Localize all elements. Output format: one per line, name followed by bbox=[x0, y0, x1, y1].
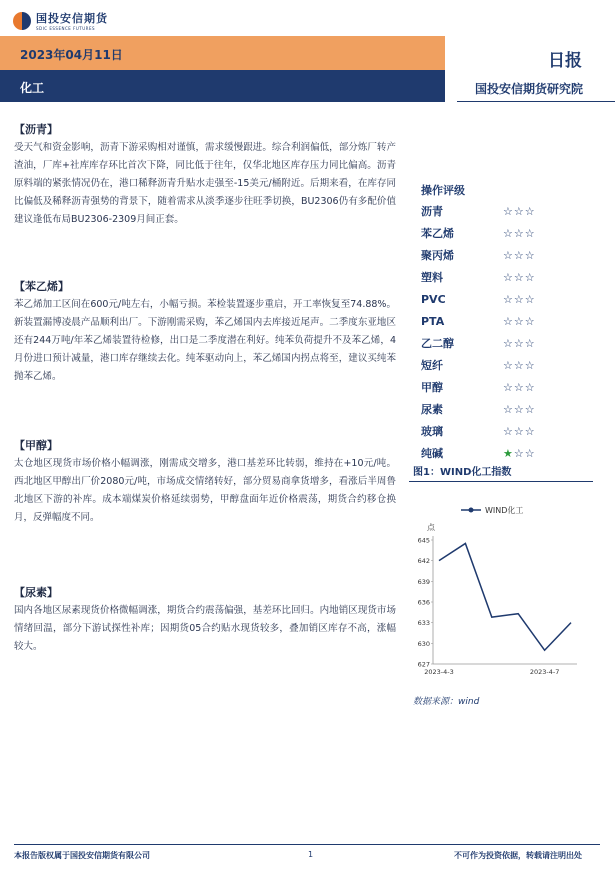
star-empty-icon: ☆ bbox=[503, 292, 514, 306]
company-logo bbox=[13, 10, 108, 31]
section-title-methanol: 【甲醇】 bbox=[14, 439, 58, 452]
rating-stars bbox=[503, 205, 536, 218]
y-tick-label: 630 bbox=[417, 639, 430, 648]
star-empty-icon: ☆ bbox=[503, 358, 514, 372]
rating-title: 操作评级 bbox=[421, 184, 465, 197]
section-title-asphalt: 【沥青】 bbox=[14, 123, 58, 136]
star-empty-icon: ☆ bbox=[513, 336, 525, 350]
star-empty-icon: ☆ bbox=[513, 248, 525, 262]
report-date: 2023年04月11日 bbox=[20, 48, 123, 62]
rating-commodity: 乙二醇 bbox=[421, 337, 454, 350]
rating-stars bbox=[503, 425, 536, 438]
rating-row bbox=[421, 266, 591, 288]
rating-row bbox=[421, 398, 591, 420]
wind-chemical-index-chart bbox=[409, 486, 593, 686]
star-empty-icon: ☆ bbox=[524, 336, 536, 350]
star-empty-icon: ☆ bbox=[524, 358, 536, 372]
rating-commodity: PTA bbox=[421, 314, 445, 328]
rating-row bbox=[421, 354, 591, 376]
rating-commodity: 玻璃 bbox=[421, 425, 443, 438]
y-tick-label: 627 bbox=[417, 660, 430, 669]
y-axis-label: 点 bbox=[427, 523, 435, 532]
rating-row bbox=[421, 244, 591, 266]
rating-row bbox=[421, 310, 591, 332]
section-body-styrene: 苯乙烯加工区间在600元/吨左右，小幅亏损。苯检装置逐步重启，开工率恢复至74.88%。新装置漏博凌晨产品顺利出厂。下游刚需采购，苯乙烯国内去库接近尾声。二季度东亚地区还有244万吨/年苯乙烯装置待检修，出口是二季度潜在利好。纯苯负荷提升不及苯乙烯，4月份进口预计减量，港口库存继续去化。纯苯驱动向上，苯乙烯国内拐点将至，建议买纯苯抛苯乙烯。 bbox=[14, 299, 396, 382]
rating-row bbox=[421, 200, 591, 222]
page-number: 1 bbox=[308, 850, 314, 859]
rating-stars bbox=[503, 227, 536, 240]
rating-commodity: 尿素 bbox=[421, 403, 443, 416]
section-body-methanol: 太仓地区现货市场价格小幅调涨，刚需成交增多，港口基差环比转弱，维持在+10元/吨。西北地区甲醇出厂价2080元/吨，市场成交情绪转好，部分贸易商拿货增多，看涨后半周鲁北地区下游的补库。成本端煤炭价格延续弱势，甲醇盘面年近价格震荡，期货合约移仓换月，反弹幅度不同。 bbox=[14, 458, 396, 523]
rating-stars bbox=[503, 337, 536, 350]
star-empty-icon: ☆ bbox=[513, 358, 525, 372]
rating-stars bbox=[503, 447, 536, 460]
star-empty-icon: ☆ bbox=[513, 314, 525, 328]
rating-commodity: 短纤 bbox=[421, 359, 443, 372]
footer-disclaimer: 不可作为投资依据，转载请注明出处 bbox=[454, 851, 582, 860]
rating-stars bbox=[503, 293, 536, 306]
header-divider bbox=[457, 101, 615, 102]
figure-title: 图1：WIND化工指数 bbox=[413, 467, 512, 478]
star-empty-icon: ☆ bbox=[513, 380, 525, 394]
star-empty-icon: ☆ bbox=[513, 402, 525, 416]
star-empty-icon: ☆ bbox=[524, 292, 536, 306]
star-empty-icon: ☆ bbox=[503, 270, 514, 284]
rating-row bbox=[421, 222, 591, 244]
rating-commodity: 苯乙烯 bbox=[421, 227, 454, 240]
logo-mark-icon bbox=[13, 12, 31, 30]
x-tick-label: 2023-4-7 bbox=[529, 668, 560, 676]
star-empty-icon: ☆ bbox=[524, 270, 536, 284]
category-band bbox=[0, 70, 445, 102]
rating-row bbox=[421, 376, 591, 398]
y-tick-label: 636 bbox=[417, 598, 430, 607]
section-body-urea: 国内各地区尿素现货价格微幅调涨，期货合约震荡偏强，基差环比回归。内地销区现货市场情绪回温，部分下游试探性补库；因期货05合约贴水现货较多，叠加销区库存不高，涨幅较大。 bbox=[14, 605, 396, 652]
rating-stars bbox=[503, 249, 536, 262]
star-empty-icon: ☆ bbox=[503, 314, 514, 328]
star-empty-icon: ☆ bbox=[503, 402, 514, 416]
star-empty-icon: ☆ bbox=[513, 204, 525, 218]
star-empty-icon: ☆ bbox=[513, 292, 525, 306]
star-empty-icon: ☆ bbox=[513, 270, 525, 284]
star-empty-icon: ☆ bbox=[503, 204, 514, 218]
star-filled-icon: ★ bbox=[503, 446, 514, 460]
star-empty-icon: ☆ bbox=[513, 226, 525, 240]
rating-commodity: 纯碱 bbox=[421, 447, 443, 460]
section-title-urea: 【尿素】 bbox=[14, 586, 58, 599]
star-empty-icon: ☆ bbox=[524, 446, 536, 460]
y-tick-label: 633 bbox=[417, 619, 430, 628]
y-tick-label: 639 bbox=[417, 577, 430, 586]
star-empty-icon: ☆ bbox=[503, 226, 514, 240]
institute-name: 国投安信期货研究院 bbox=[475, 82, 584, 96]
star-empty-icon: ☆ bbox=[524, 226, 536, 240]
star-empty-icon: ☆ bbox=[524, 248, 536, 262]
rating-stars bbox=[503, 271, 536, 284]
legend-label: WIND化工 bbox=[485, 506, 524, 515]
rating-row bbox=[421, 288, 591, 310]
rating-stars bbox=[503, 315, 536, 328]
rating-row bbox=[421, 332, 591, 354]
report-category: 化工 bbox=[20, 81, 45, 95]
star-empty-icon: ☆ bbox=[503, 248, 514, 262]
star-empty-icon: ☆ bbox=[503, 424, 514, 438]
figure-divider bbox=[409, 481, 593, 482]
section-body-asphalt: 受天气和资金影响，沥青下游采购相对谨慎，需求缓慢跟进。综合利润偏低，部分炼厂转产渣油，厂库+社库库存环比首次下降，同比低于往年，仅华北地区库存压力同比偏高。沥青原料端的紧张情况仍在，港口稀释沥青升贴水走强至-15美元/桶附近。后期来看，在库存同比偏低及稀释沥青强势的背景下，随着需求从淡季逐步往旺季切换，BU2306仍有多配价值建议逢低布局BU2306-2309月间正套。 bbox=[14, 142, 396, 225]
logo-name-en: SDIC ESSENCE FUTURES bbox=[36, 26, 96, 31]
star-empty-icon: ☆ bbox=[524, 402, 536, 416]
rating-row bbox=[421, 420, 591, 442]
star-empty-icon: ☆ bbox=[524, 314, 536, 328]
logo-name-cn: 国投安信期货 bbox=[36, 12, 108, 25]
section-title-styrene: 【苯乙烯】 bbox=[14, 280, 69, 293]
star-empty-icon: ☆ bbox=[524, 204, 536, 218]
rating-commodity: PVC bbox=[421, 292, 446, 306]
footer-divider bbox=[14, 844, 600, 845]
star-empty-icon: ☆ bbox=[524, 424, 536, 438]
rating-commodity: 塑料 bbox=[421, 271, 443, 284]
series-line bbox=[439, 543, 571, 650]
rating-row bbox=[421, 442, 591, 464]
date-band bbox=[0, 36, 445, 70]
figure-source: 数据来源：wind bbox=[413, 697, 480, 707]
rating-list bbox=[421, 200, 591, 464]
rating-stars bbox=[503, 359, 536, 372]
legend-marker bbox=[469, 508, 474, 513]
rating-commodity: 甲醇 bbox=[421, 381, 443, 394]
star-empty-icon: ☆ bbox=[513, 446, 525, 460]
report-type: 日报 bbox=[548, 51, 582, 71]
star-empty-icon: ☆ bbox=[503, 380, 514, 394]
rating-stars bbox=[503, 381, 536, 394]
footer-copyright: 本报告版权属于国投安信期货有限公司 bbox=[14, 851, 150, 860]
y-tick-label: 642 bbox=[417, 557, 430, 566]
rating-commodity: 聚丙烯 bbox=[421, 249, 454, 262]
y-tick-label: 645 bbox=[417, 536, 430, 545]
star-empty-icon: ☆ bbox=[513, 424, 525, 438]
star-empty-icon: ☆ bbox=[503, 336, 514, 350]
rating-stars bbox=[503, 403, 536, 416]
star-empty-icon: ☆ bbox=[524, 380, 536, 394]
rating-commodity: 沥青 bbox=[421, 205, 443, 218]
x-tick-label: 2023-4-3 bbox=[424, 668, 454, 676]
